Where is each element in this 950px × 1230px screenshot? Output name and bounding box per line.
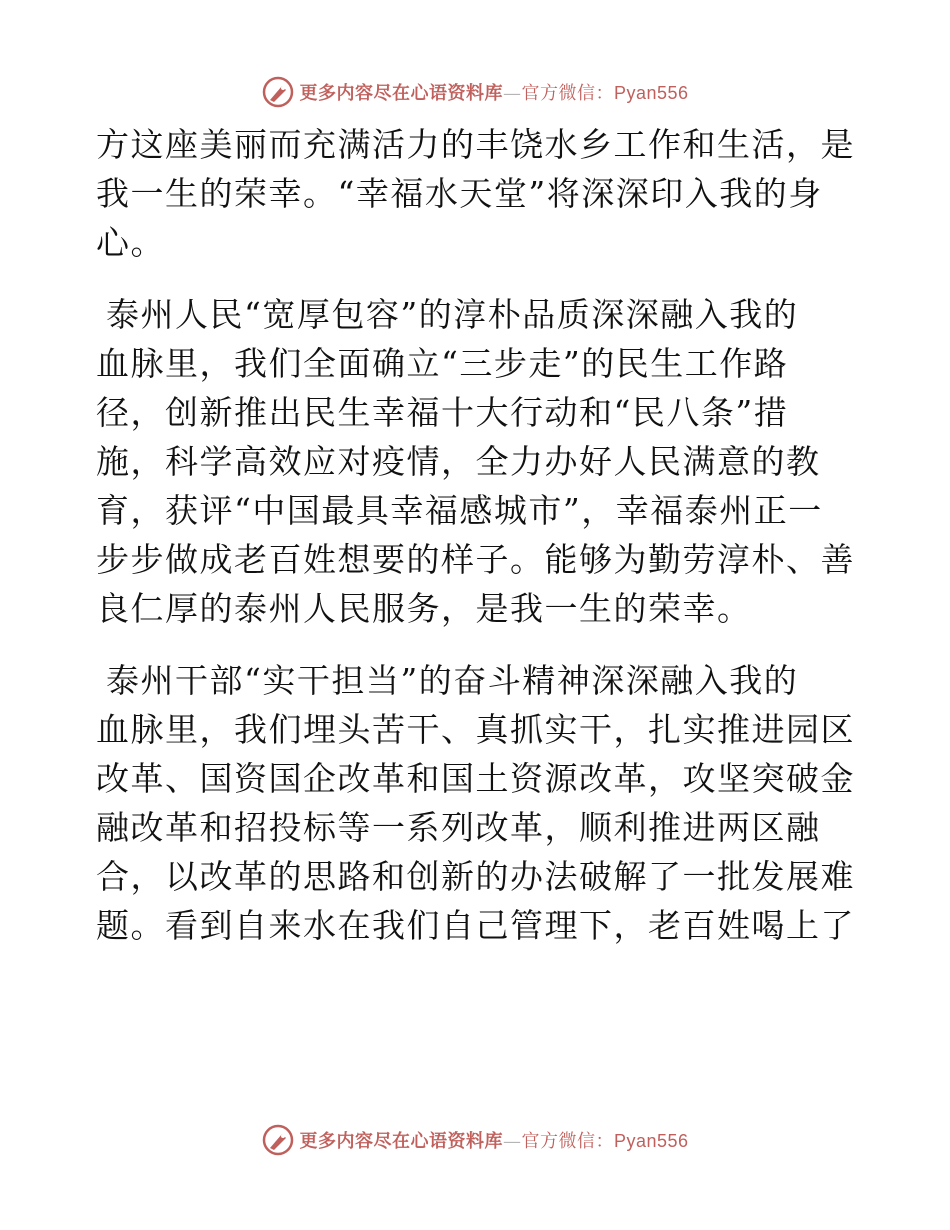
text-line: 步步做成老百姓想要的样子。能够为勤劳淳朴、善 [96, 540, 855, 579]
text-line: 融改革和招投标等一系列改革，顺利推进两区融 [96, 808, 821, 847]
pen-nib-logo-icon [261, 75, 295, 109]
text-line: 方这座美丽而充满活力的丰饶水乡工作和生活，是 [96, 125, 855, 164]
text-line: 题。看到自来水在我们自己管理下，老百姓喝上了 [96, 906, 855, 945]
footer-banner [0, 1120, 950, 1160]
paragraph-1 [96, 120, 856, 267]
banner-wechat-label: 官方微信： [521, 83, 614, 104]
text-line: 良仁厚的泰州人民服务，是我一生的荣幸。 [96, 589, 752, 628]
paragraph-2 [96, 290, 856, 633]
text-line: 合，以改革的思路和创新的办法破解了一批发展难 [96, 857, 855, 896]
text-line: 径，创新推出民生幸福十大行动和“民八条”措 [96, 393, 789, 432]
text-line: 育，获评“中国最具幸福感城市”，幸福泰州正一 [96, 491, 823, 530]
banner-wechat-id: Pyan556 [613, 1131, 689, 1151]
text-line: 泰州干部“实干担当”的奋斗精神深深融入我的 [106, 661, 799, 700]
pen-nib-logo-icon [261, 1123, 295, 1157]
text-line: 心。 [96, 223, 165, 262]
banner-title: 更多内容尽在心语资料库 [299, 1131, 503, 1152]
banner-wechat-label: 官方微信： [521, 1131, 614, 1152]
banner-title: 更多内容尽在心语资料库 [299, 83, 503, 104]
header-banner [0, 72, 950, 112]
banner-dash: — [502, 83, 522, 104]
banner-text [299, 79, 688, 105]
text-line: 改革、国资国企改革和国土资源改革，攻坚突破金 [96, 759, 855, 798]
banner-dash: — [502, 1131, 522, 1152]
text-line: 血脉里，我们埋头苦干、真抓实干，扎实推进园区 [96, 710, 855, 749]
document-body [96, 120, 856, 950]
text-line: 血脉里，我们全面确立“三步走”的民生工作路 [96, 344, 789, 383]
text-line: 我一生的荣幸。“幸福水天堂”将深深印入我的身 [96, 174, 823, 213]
banner-wechat-id: Pyan556 [613, 83, 689, 103]
banner-text [299, 1127, 688, 1153]
text-line: 泰州人民“宽厚包容”的淳朴品质深深融入我的 [106, 295, 799, 334]
text-line: 施，科学高效应对疫情，全力办好人民满意的教 [96, 442, 821, 481]
paragraph-3 [96, 656, 856, 950]
